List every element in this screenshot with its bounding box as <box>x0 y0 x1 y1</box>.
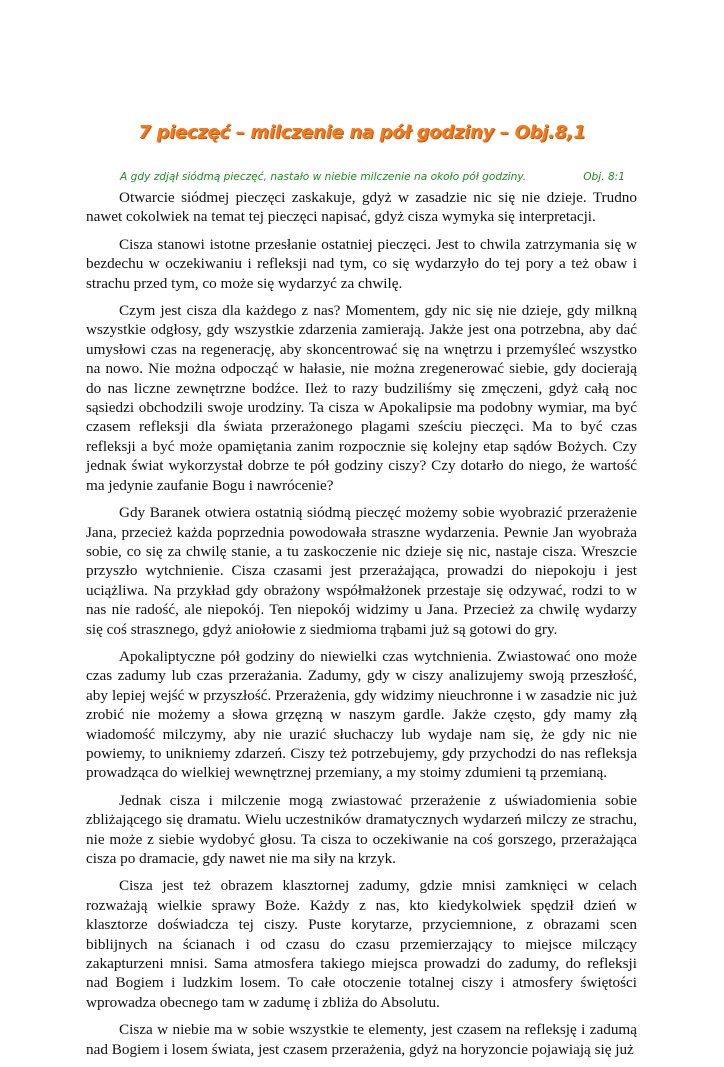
paragraph: Apokaliptyczne pół godziny do niewielki czas wytchnienia. Zwiastować ono może czas zadumy lub czas przerażania. Zadumy, gdy w ciszy analizujemy swoją przeszłość, aby lepiej wejść w przyszłość. Przerażenia, gdy widzimy nieuchronne i w zasadzie nic już zrobić nie możemy a słowa grzęzną w naszym gardle. Jakże często, gdy mamy złą wiadomość milczymy, aby nie urazić słuchaczy lub wydaje nam się, że gdy nic nie powiemy, to unikniemy zdarzeń. Ciszy też potrzebujemy, gdy przychodzi do nas refleksja prowadząca do wielkiej wewnętrznej przemiany, a my stoimy zdumieni tą przemianą. <box>86 647 637 782</box>
paragraph: Cisza jest też obrazem klasztornej zadumy, gdzie mnisi zamknięci w celach rozważają wielkie sprawy Boże. Każdy z nas, kto kiedykolwiek spędził dzień w klasztorze doświadcza tej ciszy. Puste korytarze, przyciemnione, z obrazami scen biblijnych na ścianach i od czasu do czasu przemierzający to miejsce milczący zakapturzeni mnisi. Sama atmosfera takiego miejsca prowadzi do zadumy, do refleksji nad Bogiem i ludzkim losem. To całe otoczenie totalnej ciszy i atmosfery świętości wprowadza obecnego tam w zadumę i zbliża do Absolutu. <box>86 877 637 1011</box>
epigraph-quote: A gdy zdjął siódmą pieczęć, nastało w niebie milczenie na około pół godziny. <box>120 171 527 183</box>
paragraph: Gdy Baranek otwiera ostatnią siódmą pieczęć możemy sobie wyobrazić przerażenie Jana, przecież każda poprzednia powodowała straszne wydarzenia. Pewnie Jan wyobraża sobie, co się za chwilę stanie, a tu zaskoczenie nic dzieje się nic, nastaje cisza. Wreszcie przyszło wytchnienie. Cisza czasami jest przerażająca, prowadzi do niepokoju i jest uciążliwa. Na przykład gdy obrażony współmałżonek przestaje się odzywać, rodzi to w nas nie radość, ale niepokój. Ten niepokój widzimy u Jana. Przecież za chwilę wydarzy się coś strasznego, gdyż aniołowie z siedmioma trąbami już są gotowi do gry. <box>86 504 637 638</box>
paragraph: Cisza stanowi istotne przesłanie ostatniej pieczęci. Jest to chwila zatrzymania się w bezdechu w oczekiwaniu i refleksji nad tym, co się wydarzyło do tej pory a też obaw i strachu przed tym, co może się wydarzyć za chwilę. <box>86 235 637 292</box>
epigraph-reference: Obj. 8:1 <box>583 171 625 183</box>
paragraph: Czym jest cisza dla każdego z nas? Momentem, gdy nic się nie dzieje, gdy milkną wszystkie odgłosy, gdy wszystkie zdarzenia zamierają. Jakże jest ona potrzebna, aby dać umysłowi czas na regenerację, aby skoncentrować się na wnętrzu i przemyśleć wszystko na nowo. Nie można odpocząć w hałasie, nie można zregenerować siebie, gdy docierają do nas liczne zewnętrzne bodźce. Ileż to razy budziliśmy się zmęczeni, gdyż całą noc sąsiedzi obchodzili swoje urodziny. Ta cisza w Apokalipsie ma podobny wymiar, ma być czasem refleksji dla świata przerażonego plagami sześciu pieczęci. Ma to być czas refleksji a być może opamiętania zanim rozpocznie się kolejny etap sądów Bożych. Czy jednak świat wykorzystał dobrze te pół godziny ciszy? Czy dotarło do niego, że wartość ma jedynie zaufanie Bogu i nawrócenie? <box>86 302 637 494</box>
document-body <box>86 188 637 1067</box>
paragraph: Cisza w niebie ma w sobie wszystkie te elementy, jest czasem na refleksję i zadumą nad Bogiem i losem świata, jest czasem przerażenia, gdyż na horyzoncie pojawiają się już <box>86 1021 637 1058</box>
paragraph: Jednak cisza i milczenie mogą zwiastować przerażenie z uświadomienia sobie zbliżającego się dramatu. Wielu uczestników dramatycznych wydarzeń milczy ze strachu, nie może z siebie wydobyć głosu. Ta cisza to oczekiwanie na coś gorszego, przerażająca cisza po dramacie, gdy nawet nie ma siły na krzyk. <box>86 791 637 867</box>
epigraph <box>120 171 625 183</box>
page-title: 7 pieczęć – milczenie na pół godziny – Obj.8,1 <box>138 122 586 143</box>
paragraph: Otwarcie siódmej pieczęci zaskakuje, gdyż w zasadzie nic się nie dzieje. Trudno nawet cokolwiek na temat tej pieczęci napisać, gdyż cisza wymyka się interpretacji. <box>86 189 637 226</box>
